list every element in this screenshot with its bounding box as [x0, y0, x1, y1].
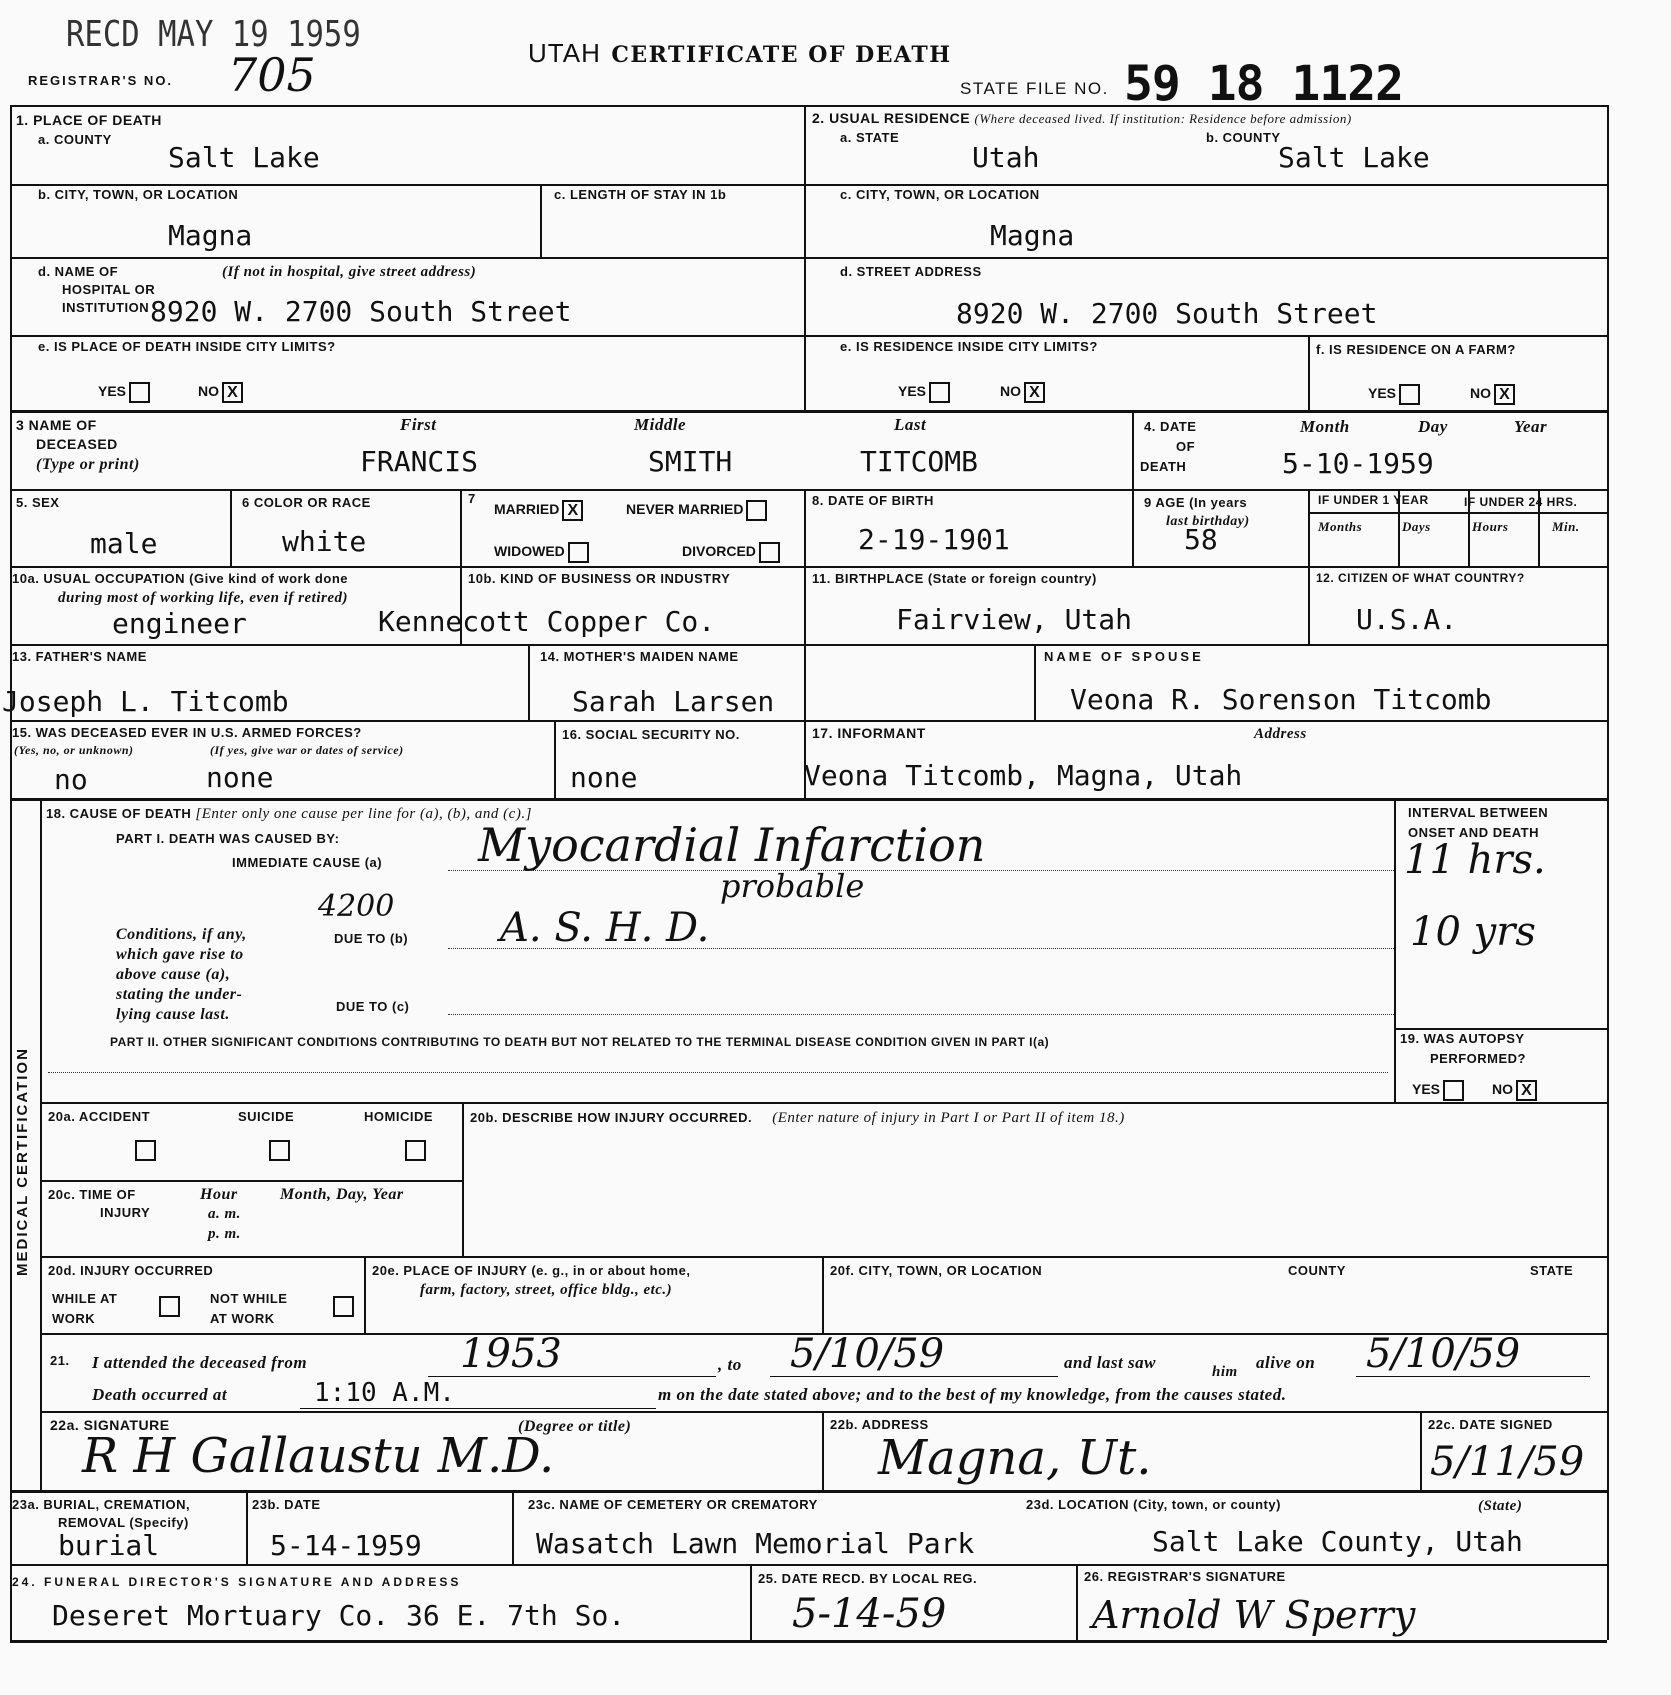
mdy-label: Month, Day, Year — [280, 1186, 404, 1203]
cause-label: 18. CAUSE OF DEATH [Enter only one cause per line for (a), (b), and (c).] — [46, 806, 532, 822]
residence-label: 2. USUAL RESIDENCE (Where deceased lived. If institution: Residence before admission) — [812, 110, 1352, 126]
suicide-label: SUICIDE — [238, 1109, 295, 1124]
occupation-label-1: 10a. USUAL OCCUPATION (Give kind of work done — [12, 571, 348, 586]
state-label: a. STATE — [840, 130, 900, 145]
homicide-box[interactable] — [402, 1140, 426, 1161]
under-24-label: IF UNDER 24 HRS. — [1464, 495, 1578, 509]
interval-b: 10 yrs — [1410, 909, 1536, 955]
min-label: Min. — [1552, 519, 1580, 534]
address-label: 22b. ADDRESS — [830, 1417, 929, 1432]
sex-label: 5. SEX — [16, 495, 60, 510]
time-injury-label-2: INJURY — [100, 1205, 151, 1220]
armed-service: none — [206, 761, 274, 794]
while-at-1: WHILE AT — [52, 1291, 118, 1306]
city-label: b. CITY, TOWN, OR LOCATION — [38, 187, 239, 202]
first-name: FRANCIS — [360, 445, 479, 478]
date-signed: 5/11/59 — [1430, 1439, 1585, 1485]
date-of-death: 5-10-1959 — [1282, 447, 1434, 480]
rest-statement: m on the date stated above; and to the best of my knowledge, from the causes stated. — [658, 1385, 1287, 1404]
interval-a: 11 hrs. — [1404, 837, 1546, 883]
months-label: Months — [1318, 519, 1363, 534]
injury-city-label: 20f. CITY, TOWN, OR LOCATION — [830, 1263, 1043, 1278]
first-label: First — [400, 415, 437, 434]
hospital-note: (If not in hospital, give street address) — [222, 264, 477, 280]
not-while-2: AT WORK — [210, 1311, 275, 1326]
last-name: TITCOMB — [860, 445, 979, 478]
medical-certification-label: MEDICAL CERTIFICATION — [14, 1047, 31, 1276]
date-death-label-2: OF — [1176, 439, 1196, 454]
registrar-no-label: REGISTRAR'S NO. — [28, 73, 174, 88]
him-label: him — [1212, 1364, 1238, 1380]
attended-num: 21. — [50, 1353, 70, 1368]
pm-label: p. m. — [208, 1226, 241, 1242]
due-b-label: DUE TO (b) — [334, 931, 409, 946]
res-city-label: c. CITY, TOWN, OR LOCATION — [840, 187, 1040, 202]
due-c-label: DUE TO (c) — [336, 999, 410, 1014]
cond-2: which gave rise to — [116, 946, 244, 963]
registrar-signature: Arnold W Sperry — [1092, 1593, 1416, 1637]
mother-label: 14. MOTHER'S MAIDEN NAME — [540, 649, 739, 664]
cemetery: Wasatch Lawn Memorial Park — [536, 1527, 975, 1560]
days-label: Days — [1402, 519, 1431, 534]
mother-name: Sarah Larsen — [572, 685, 775, 718]
occurred-label: Death occurred at — [92, 1385, 228, 1404]
location-label: 23d. LOCATION (City, town, or county) — [1026, 1497, 1281, 1512]
autopsy-label-1: 19. WAS AUTOPSY — [1400, 1031, 1525, 1046]
form-title — [528, 38, 952, 69]
name-label-2: DECEASED — [36, 436, 118, 452]
citizenship: U.S.A. — [1356, 603, 1458, 636]
cemetery-label: 23c. NAME OF CEMETERY OR CREMATORY — [528, 1497, 818, 1512]
spouse-name: Veona R. Sorenson Titcomb — [1070, 683, 1492, 716]
cemetery-location: Salt Lake County, Utah — [1152, 1525, 1523, 1558]
business: Kennecott Copper Co. — [378, 605, 716, 638]
degree-label: (Degree or title) — [518, 1418, 632, 1435]
age: 58 — [1184, 523, 1218, 556]
res-county-label: b. COUNTY — [1206, 130, 1281, 145]
name-label-1: 3 NAME OF — [16, 417, 97, 433]
hospital-label-3: INSTITUTION — [62, 300, 150, 315]
accident-box[interactable] — [132, 1140, 156, 1161]
cond-3: above cause (a), — [116, 966, 231, 983]
cond-5: lying cause last. — [116, 1006, 230, 1023]
farm-no[interactable]: NO X — [1470, 384, 1515, 405]
middle-label: Middle — [634, 415, 687, 434]
death-county: Salt Lake — [168, 141, 320, 174]
res-limits-yes[interactable]: YES — [898, 382, 950, 403]
date-death-label-1: 4. DATE — [1144, 419, 1197, 434]
not-while-work-box[interactable] — [330, 1296, 354, 1317]
day-label: Day — [1418, 417, 1448, 436]
age-label-2: last birthday) — [1166, 514, 1250, 529]
not-while-1: NOT WHILE — [210, 1291, 288, 1306]
state-paren-label: (State) — [1478, 1498, 1523, 1514]
time-injury-label-1: 20c. TIME OF — [48, 1187, 136, 1202]
while-at-work-box[interactable] — [156, 1296, 180, 1317]
recd-local-label: 25. DATE RECD. BY LOCAL REG. — [758, 1571, 978, 1586]
title-state: UTAH — [528, 38, 601, 68]
registrar-sig-label: 26. REGISTRAR'S SIGNATURE — [1084, 1569, 1286, 1584]
hospital-address: 8920 W. 2700 South Street — [150, 295, 572, 328]
autopsy-label-2: PERFORMED? — [1430, 1051, 1526, 1066]
age-label-1: 9 AGE (In years — [1144, 495, 1248, 510]
immediate-label: IMMEDIATE CAUSE (a) — [232, 855, 383, 870]
cause-a-extra: probable — [720, 867, 865, 905]
residence-city: Magna — [990, 219, 1075, 252]
street-label: d. STREET ADDRESS — [840, 264, 982, 279]
widowed-box[interactable]: WIDOWED — [494, 542, 589, 563]
date-signed-label: 22c. DATE SIGNED — [1428, 1417, 1553, 1432]
divorced-box[interactable]: DIVORCED — [682, 542, 780, 563]
death-limits-yes[interactable]: YES — [98, 382, 150, 403]
registrar-no: 705 — [228, 48, 316, 102]
date-of-birth: 2-19-1901 — [858, 523, 1010, 556]
race-label: 6 COLOR OR RACE — [242, 495, 371, 510]
place-of-death-label: 1. PLACE OF DEATH — [16, 112, 162, 128]
hours-label: Hours — [1472, 519, 1509, 534]
armed-forces-label: 15. WAS DECEASED EVER IN U.S. ARMED FORCES? — [12, 725, 362, 740]
last-label: Last — [894, 415, 927, 434]
death-limits-no[interactable]: NO X — [198, 382, 243, 403]
homicide-label: HOMICIDE — [364, 1109, 433, 1124]
never-married-box[interactable]: NEVER MARRIED — [626, 500, 767, 521]
part2-label: PART II. OTHER SIGNIFICANT CONDITIONS CONTRIBUTING TO DEATH BUT NOT RELATED TO THE TERMINAL DISEASE CONDITION GIVEN IN PART I(a) — [110, 1035, 1050, 1049]
suicide-box[interactable] — [266, 1140, 290, 1161]
received-stamp: RECD MAY 19 1959 — [66, 14, 361, 55]
to-label: , to — [718, 1355, 742, 1374]
place-injury-label-2: farm, factory, street, office bldg., etc.) — [420, 1282, 673, 1298]
married-box[interactable]: MARRIED X — [494, 500, 583, 521]
interval-label-1: INTERVAL BETWEEN — [1408, 805, 1549, 820]
physician-address: Magna, Ut. — [878, 1430, 1152, 1486]
dob-label: 8. DATE OF BIRTH — [812, 493, 934, 508]
ssn-label: 16. SOCIAL SECURITY NO. — [562, 727, 740, 742]
farm-yes[interactable]: YES — [1368, 384, 1420, 405]
hospital-label-2: HOSPITAL OR — [62, 282, 156, 297]
spouse-label: NAME OF SPOUSE — [1044, 649, 1204, 664]
hospital-label-1: d. NAME OF — [38, 264, 119, 279]
attended-label: I attended the deceased from — [92, 1353, 308, 1372]
informant-label: 17. INFORMANT — [812, 725, 926, 741]
state-file-label: STATE FILE NO. — [960, 79, 1109, 98]
date-death-label-3: DEATH — [1140, 459, 1187, 474]
cause-a: Myocardial Infarction — [478, 818, 986, 872]
death-city: Magna — [168, 219, 253, 252]
cond-1: Conditions, if any, — [116, 926, 247, 943]
business-label: 10b. KIND OF BUSINESS OR INDUSTRY — [468, 571, 731, 586]
birthplace-label: 11. BIRTHPLACE (State or foreign country) — [812, 571, 1097, 586]
burial-date: 5-14-1959 — [270, 1529, 422, 1562]
recd-local-date: 5-14-59 — [792, 1591, 947, 1637]
armed-sub2: (If yes, give war or dates of service) — [210, 743, 404, 757]
burial-label-2: REMOVAL (Specify) — [58, 1515, 189, 1530]
hour-label: Hour — [200, 1186, 238, 1203]
occupation-label-2: during most of working life, even if retired) — [58, 590, 348, 606]
attended-to: 5/10/59 — [790, 1331, 945, 1377]
accident-label: 20a. ACCIDENT — [48, 1109, 151, 1124]
injury-occurred-label: 20d. INJURY OCCURRED — [48, 1263, 214, 1278]
am-label: a. m. — [208, 1206, 241, 1222]
res-limits-no[interactable]: NO X — [1000, 382, 1045, 403]
armed-sub1: (Yes, no, or unknown) — [14, 743, 134, 757]
part1-label: PART I. DEATH WAS CAUSED BY: — [116, 831, 340, 846]
ssn: none — [570, 761, 638, 794]
residence-county: Salt Lake — [1278, 141, 1430, 174]
county-label: a. COUNTY — [38, 132, 112, 147]
autopsy-no[interactable]: NO X — [1492, 1080, 1537, 1101]
year-label: Year — [1514, 417, 1548, 436]
signature-label: 22a. SIGNATURE — [50, 1417, 170, 1433]
funeral-director: Deseret Mortuary Co. 36 E. 7th So. — [52, 1599, 626, 1632]
autopsy-yes[interactable]: YES — [1412, 1080, 1464, 1101]
death-limits-label: e. IS PLACE OF DEATH INSIDE CITY LIMITS? — [38, 339, 336, 354]
last-saw-label: and last saw — [1064, 1353, 1156, 1372]
injury-county-label: COUNTY — [1288, 1263, 1346, 1278]
cond-4: stating the under- — [116, 986, 243, 1003]
birthplace: Fairview, Utah — [896, 603, 1133, 636]
father-name: Joseph L. Titcomb — [2, 685, 289, 718]
while-at-2: WORK — [52, 1311, 96, 1326]
occupation: engineer — [112, 607, 247, 640]
stay-label: c. LENGTH OF STAY IN 1b — [554, 187, 727, 202]
injury-describe-label: 20b. DESCRIBE HOW INJURY OCCURRED. (Enter nature of injury in Part I or Part II of item 18.) — [470, 1110, 1125, 1126]
interval-label-2: ONSET AND DEATH — [1408, 825, 1539, 840]
disposition: burial — [58, 1529, 160, 1562]
sex: male — [90, 527, 158, 560]
middle-name: SMITH — [648, 445, 733, 478]
father-label: 13. FATHER'S NAME — [12, 649, 147, 664]
race: white — [282, 525, 367, 558]
burial-date-label: 23b. DATE — [252, 1497, 321, 1512]
state-file-no: 59 18 1122 — [1124, 56, 1403, 112]
name-label-3: (Type or print) — [36, 456, 140, 473]
title-main: CERTIFICATE OF DEATH — [611, 42, 952, 68]
under-1-year-label: IF UNDER 1 YEAR — [1318, 493, 1429, 507]
armed-forces: no — [54, 763, 88, 796]
burial-label-1: 23a. BURIAL, CREMATION, — [12, 1497, 191, 1512]
death-time: 1:10 A.M. — [314, 1378, 455, 1408]
alive-label: alive on — [1256, 1353, 1316, 1372]
res-limits-label: e. IS RESIDENCE INSIDE CITY LIMITS? — [840, 339, 1098, 354]
residence-street: 8920 W. 2700 South Street — [956, 297, 1378, 330]
informant: Veona Titcomb, Magna, Utah — [804, 759, 1243, 792]
icd-code: 4200 — [318, 889, 395, 924]
month-label: Month — [1300, 417, 1350, 436]
marital-label: 7 — [468, 491, 476, 506]
alive-date: 5/10/59 — [1366, 1331, 1521, 1377]
farm-label: f. IS RESIDENCE ON A FARM? — [1316, 342, 1516, 357]
place-injury-label-1: 20e. PLACE OF INJURY (e. g., in or about home, — [372, 1263, 691, 1278]
citizen-label: 12. CITIZEN OF WHAT COUNTRY? — [1316, 571, 1525, 585]
physician-signature: R H Gallaustu M.D. — [82, 1428, 555, 1484]
injury-state-label: STATE — [1530, 1263, 1574, 1278]
informant-address-label: Address — [1254, 726, 1307, 742]
cause-b: A. S. H. D. — [500, 905, 710, 951]
residence-state: Utah — [972, 141, 1040, 174]
funeral-label: 24. FUNERAL DIRECTOR'S SIGNATURE AND ADDRESS — [12, 1575, 462, 1589]
attended-from: 1953 — [460, 1331, 562, 1377]
